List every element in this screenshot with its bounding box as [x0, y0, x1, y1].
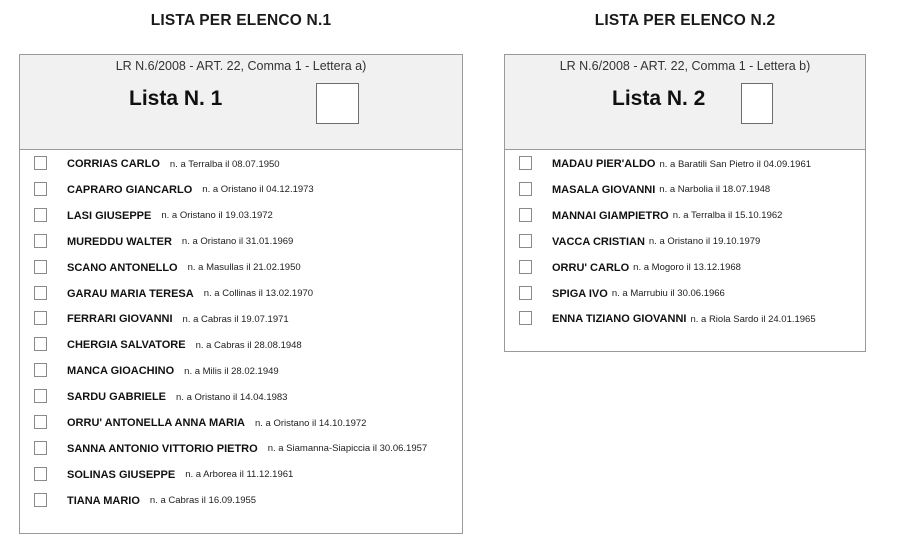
list1-panel: [19, 54, 463, 534]
candidate-birth-info: n. a Oristano il 19.03.1972: [161, 210, 273, 222]
candidate-birth-info: n. a Masullas il 21.02.1950: [187, 262, 301, 274]
candidate-birth-info: n. a Marrubiu il 30.06.1966: [611, 288, 725, 299]
candidate-name: MASALA GIOVANNI: [552, 183, 656, 196]
candidate-birth-info: n. a Collinas il 13.02.1970: [203, 288, 314, 299]
candidate-row: [505, 284, 865, 304]
candidate-name: SPIGA IVO: [552, 287, 608, 300]
candidate-name: CHERGIA SALVATORE: [67, 339, 186, 352]
candidate-name: MANNAI GIAMPIETRO: [552, 209, 669, 222]
candidate-name: SANNA ANTONIO VITTORIO PIETRO: [67, 442, 258, 455]
candidate-name: SOLINAS GIUSEPPE: [67, 468, 176, 481]
list1-law-reference: LR N.6/2008 - ART. 22, Comma 1 - Lettera a): [115, 59, 367, 73]
list2-symbol-box[interactable]: [741, 83, 773, 124]
candidate-checkbox[interactable]: [34, 156, 47, 170]
list1-header: [20, 55, 462, 150]
list2-header: [505, 55, 865, 150]
candidate-row: [20, 180, 462, 200]
candidate-name: VACCA CRISTIAN: [552, 235, 645, 248]
candidate-name: TIANA MARIO: [67, 494, 140, 507]
candidate-checkbox[interactable]: [519, 182, 532, 196]
candidate-checkbox[interactable]: [34, 182, 47, 196]
candidate-checkbox[interactable]: [34, 363, 47, 377]
candidate-row: [20, 258, 462, 278]
candidate-checkbox[interactable]: [34, 493, 47, 507]
candidate-checkbox[interactable]: [519, 311, 532, 325]
candidate-name: MADAU PIER'ALDO: [552, 158, 656, 170]
candidate-birth-info: n. a Cabras il 19.07.1971: [182, 313, 289, 325]
candidate-row: [20, 465, 462, 485]
candidate-checkbox[interactable]: [519, 208, 532, 222]
candidate-birth-info: n. a Oristano il 31.01.1969: [181, 236, 294, 248]
list1-symbol-box[interactable]: [316, 83, 359, 124]
candidate-row: [505, 180, 865, 200]
candidate-row: [505, 206, 865, 226]
candidate-checkbox[interactable]: [34, 234, 47, 248]
list1-heading: LISTA PER ELENCO N.1: [150, 12, 332, 29]
candidate-name: MUREDDU WALTER: [67, 235, 172, 248]
candidate-birth-info: n. a Cabras il 28.08.1948: [195, 339, 302, 351]
candidate-name: ENNA TIZIANO GIOVANNI: [552, 313, 687, 326]
candidate-birth-info: n. a Baratili San Pietro il 04.09.1961: [659, 158, 812, 170]
candidate-name: CAPRARO GIANCARLO: [67, 183, 193, 196]
candidate-name: FERRARI GIOVANNI: [67, 313, 173, 326]
candidate-birth-info: n. a Oristano il 04.12.1973: [202, 184, 314, 196]
candidate-row: [20, 309, 462, 329]
candidate-birth-info: n. a Arborea il 11.12.1961: [185, 469, 294, 481]
candidate-name: SCANO ANTONELLO: [67, 261, 178, 274]
candidate-name: ORRU' ANTONELLA ANNA MARIA: [67, 417, 245, 429]
candidate-checkbox[interactable]: [519, 260, 532, 274]
candidate-row: [505, 154, 865, 174]
list1-name: Lista N. 1: [129, 87, 223, 110]
candidate-checkbox[interactable]: [34, 208, 47, 222]
candidate-name: LASI GIUSEPPE: [67, 209, 152, 222]
candidate-checkbox[interactable]: [34, 415, 47, 429]
candidate-row: [20, 284, 462, 304]
candidate-row: [20, 491, 462, 511]
candidate-birth-info: n. a Siamanna-Siapiccia il 30.06.1957: [267, 443, 428, 455]
list2-panel: [504, 54, 866, 352]
candidate-birth-info: n. a Oristano il 14.10.1972: [255, 417, 367, 429]
candidate-row: [20, 335, 462, 355]
candidate-birth-info: n. a Oristano il 19.10.1979: [648, 236, 761, 248]
candidate-checkbox[interactable]: [34, 311, 47, 325]
candidate-row: [20, 387, 462, 407]
candidate-name: GARAU MARIA TERESA: [67, 287, 194, 300]
candidate-name: SARDU GABRIELE: [67, 391, 167, 404]
candidate-row: [20, 439, 462, 459]
candidate-birth-info: n. a Mogoro il 13.12.1968: [633, 262, 741, 274]
candidate-birth-info: n. a Milis il 28.02.1949: [184, 365, 279, 377]
candidate-birth-info: n. a Terralba il 08.07.1950: [169, 158, 280, 170]
candidate-row: [20, 361, 462, 381]
candidate-row: [20, 154, 462, 174]
list2-name: Lista N. 2: [612, 87, 706, 110]
candidate-name: ORRU' CARLO: [552, 261, 630, 274]
candidate-name: CORRIAS CARLO: [67, 158, 160, 170]
candidate-checkbox[interactable]: [34, 260, 47, 274]
candidate-birth-info: n. a Riola Sardo il 24.01.1965: [690, 313, 816, 325]
candidate-row: [505, 309, 865, 329]
candidate-row: [505, 232, 865, 252]
candidate-birth-info: n. a Terralba il 15.10.1962: [672, 210, 783, 222]
candidate-checkbox[interactable]: [34, 441, 47, 455]
candidate-checkbox[interactable]: [519, 156, 532, 170]
candidate-row: [20, 232, 462, 252]
candidate-row: [505, 258, 865, 278]
candidate-birth-info: n. a Cabras il 16.09.1955: [149, 495, 257, 507]
candidate-checkbox[interactable]: [34, 286, 47, 300]
list2-heading: LISTA PER ELENCO N.2: [594, 12, 776, 29]
candidate-row: [20, 206, 462, 226]
candidate-checkbox[interactable]: [34, 467, 47, 481]
candidate-checkbox[interactable]: [519, 286, 532, 300]
candidate-name: MANCA GIOACHINO: [67, 365, 175, 378]
candidate-row: [20, 413, 462, 433]
candidate-checkbox[interactable]: [519, 234, 532, 248]
list2-law-reference: LR N.6/2008 - ART. 22, Comma 1 - Lettera b): [559, 59, 811, 73]
candidate-checkbox[interactable]: [34, 337, 47, 351]
candidate-checkbox[interactable]: [34, 389, 47, 403]
candidate-birth-info: n. a Oristano il 14.04.1983: [176, 391, 288, 403]
candidate-birth-info: n. a Narbolia il 18.07.1948: [659, 184, 771, 196]
